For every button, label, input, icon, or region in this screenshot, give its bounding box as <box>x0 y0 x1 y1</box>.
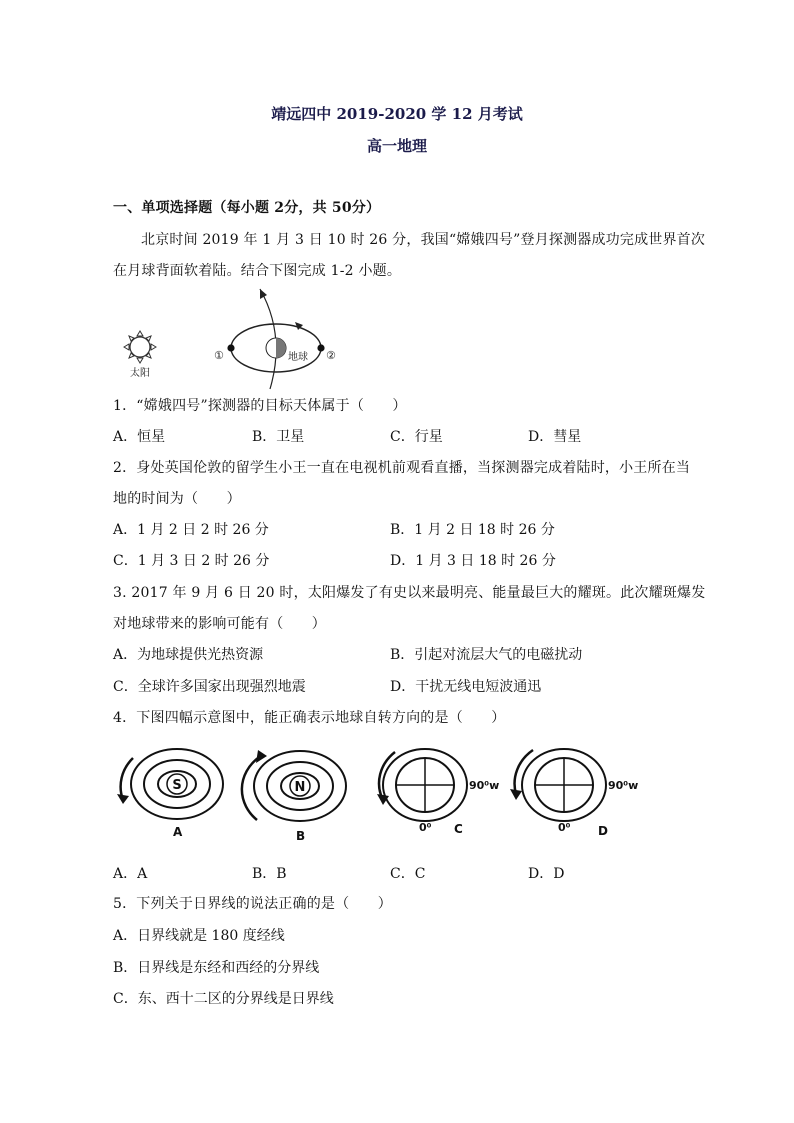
exam-title: 靖远四中 2019-2020 学 12 月考试 <box>271 105 523 123</box>
q4-option-d: D．D <box>528 866 565 882</box>
section-heading: 一、单项选择题（每小题 2分，共 50分） <box>113 200 381 216</box>
q4-stem: 4．下图四幅示意图中，能正确表示地球自转方向的是（ ） <box>113 710 506 726</box>
q1-stem: 1．“嫦娥四号”探测器的目标天体属于（ ） <box>113 398 407 414</box>
q2-option-a: A．1 月 2 日 2 时 26 分 <box>113 522 269 538</box>
diagram-d-label: D <box>598 824 608 838</box>
arrow-b-icon <box>256 750 267 763</box>
diagram-a-label: A <box>173 825 183 839</box>
moon-position-2 <box>317 344 324 351</box>
q2-option-d: D．1 月 3 日 18 时 26 分 <box>390 553 556 569</box>
sun-label: 太阳 <box>130 368 150 379</box>
q2-option-b: B．1 月 2 日 18 时 26 分 <box>390 522 555 538</box>
q1-option-c: C．行星 <box>390 429 443 445</box>
q3-option-d: D．干扰无线电短波通迅 <box>390 679 542 695</box>
q1-option-d: D．彗星 <box>528 429 582 445</box>
intro-line-1: 北京时间 2019 年 1 月 3 日 10 时 26 分，我国“嫦娥四号”登月探测器成功完成世界首次 <box>141 232 706 248</box>
moon-position-1 <box>227 344 234 351</box>
q5-option-b: B．日界线是东经和西经的分界线 <box>113 960 320 976</box>
q3-stem-line-1: 3. 2017 年 9 月 6 日 20 时，太阳爆发了有史以来最明亮、能量最巨大的耀斑。此次耀斑爆发 <box>113 585 706 601</box>
diagram-d <box>515 749 606 821</box>
q5-stem: 5．下列关于日界线的说法正确的是（ ） <box>113 896 392 912</box>
diagram-c <box>379 749 467 821</box>
diagram-c-zero: 0⁰ <box>419 821 432 834</box>
orbit-arrow-icon <box>260 289 267 299</box>
q1-option-a: A．恒星 <box>113 429 166 445</box>
q2-stem-line-1: 2．身处英国伦敦的留学生小王一直在电视机前观看直播，当探测器完成着陆时，小王所在当 <box>113 460 691 476</box>
sun-icon <box>124 331 156 363</box>
q4-option-b: B．B <box>252 866 287 882</box>
point-2-label: ② <box>326 349 336 362</box>
diagram-d-longitude: 90⁰w <box>608 779 639 792</box>
intro-line-2: 在月球背面软着陆。结合下图完成 1-2 小题。 <box>113 263 402 279</box>
diagram-b-center: N <box>294 780 306 795</box>
point-1-label: ① <box>214 349 224 362</box>
q2-stem-line-2: 地的时间为（ ） <box>113 491 241 507</box>
moon-orbit-figure <box>110 285 360 390</box>
earth-label: 地球 <box>288 352 308 363</box>
rotation-figure <box>105 738 665 848</box>
q4-option-c: C．C <box>390 866 426 882</box>
earth-icon <box>266 338 286 358</box>
q5-option-c: C．东、西十二区的分界线是日界线 <box>113 991 334 1007</box>
q3-option-c: C．全球许多国家出现强烈地震 <box>113 679 306 695</box>
diagram-d-zero: 0⁰ <box>558 821 571 834</box>
q4-option-a: A．A <box>113 866 148 882</box>
q3-option-a: A．为地球提供光热资源 <box>113 647 264 663</box>
exam-subject: 高一地理 <box>366 137 427 155</box>
diagram-a-center: S <box>172 778 182 793</box>
arrow-a-icon <box>117 794 129 804</box>
q3-stem-line-2: 对地球带来的影响可能有（ ） <box>113 616 326 632</box>
q5-option-a: A．日界线就是 180 度经线 <box>113 928 285 944</box>
arrow-d-icon <box>510 789 522 800</box>
q3-option-b: B．引起对流层大气的电磁扰动 <box>390 647 583 663</box>
diagram-c-label: C <box>454 822 463 836</box>
q2-option-c: C．1 月 3 日 2 时 26 分 <box>113 553 270 569</box>
diagram-c-longitude: 90⁰w <box>469 779 500 792</box>
q1-option-b: B．卫星 <box>252 429 305 445</box>
diagram-b-label: B <box>296 829 306 843</box>
